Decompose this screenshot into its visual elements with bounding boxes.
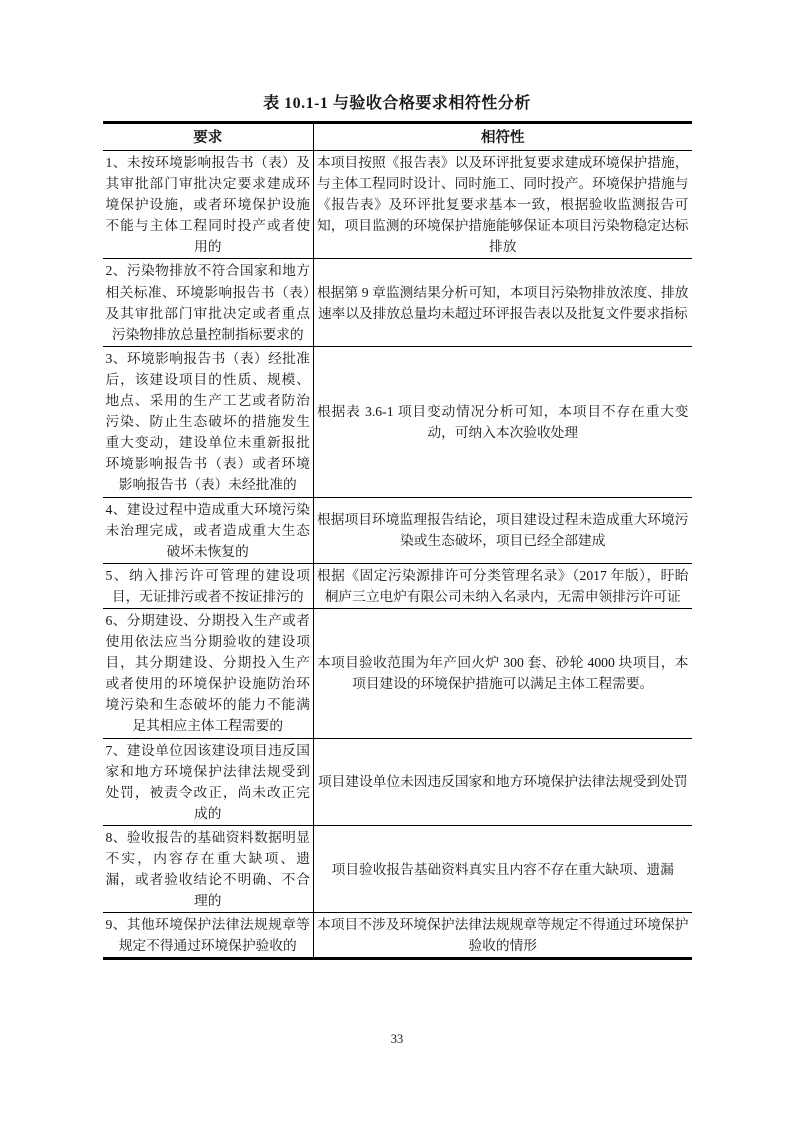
compliance-cell: 根据《固定污染源排许可分类管理名录》（2017 年版），盱眙桐庐三立电炉有限公司未纳入名录内，无需申领排污许可证 — [314, 563, 692, 608]
table-row — [103, 259, 692, 346]
compliance-table — [103, 121, 692, 960]
requirement-cell: 9、其他环境保护法律法规规章等规定不得通过环境保护验收的 — [103, 913, 314, 959]
requirement-cell: 3、环境影响报告书（表）经批准后，该建设项目的性质、规模、地点、采用的生产工艺或者防治污染、防止生态破坏的措施发生重大变动，建设单位未重新报批环境影响报告书（表）或者环境影响报告书（表）未经批准的 — [103, 346, 314, 497]
requirement-cell: 7、建设单位因该建设项目违反国家和地方环境保护法律法规受到处罚，被责令改正，尚未改正完成的 — [103, 738, 314, 825]
compliance-cell: 本项目验收范围为年产回火炉 300 套、砂轮 4000 块项目，本项目建设的环境保护措施可以满足主体工程需要。 — [314, 608, 692, 738]
compliance-cell: 根据第 9 章监测结果分析可知，本项目污染物排放浓度、排放速率以及排放总量均未超过环评报告表以及批复文件要求指标 — [314, 259, 692, 346]
compliance-cell: 本项目按照《报告表》以及环评批复要求建成环境保护措施，与主体工程同时设计、同时施工、同时投产。环境保护措施与《报告表》及环评批复要求基本一致，根据验收监测报告可知，项目监测的环境保护措施能够保证本项目污染物稳定达标排放 — [314, 151, 692, 259]
table-row — [103, 563, 692, 608]
requirement-cell: 6、分期建设、分期投入生产或者使用依法应当分期验收的建设项目，其分期建设、分期投入生产或者使用的环境保护设施防治环境污染和生态破坏的能力不能满足其相应主体工程需要的 — [103, 608, 314, 738]
requirement-cell: 1、未按环境影响报告书（表）及其审批部门审批决定要求建成环境保护设施，或者环境保护设施不能与主体工程同时投产或者使用的 — [103, 151, 314, 259]
table-row — [103, 738, 692, 825]
compliance-cell: 根据项目环境监理报告结论，项目建设过程未造成重大环境污染或生态破坏，项目已经全部建成 — [314, 497, 692, 563]
requirement-cell: 2、污染物排放不符合国家和地方相关标准、环境影响报告书（表）及其审批部门审批决定或者重点污染物排放总量控制指标要求的 — [103, 259, 314, 346]
table-header-row — [103, 123, 692, 151]
page-number: 33 — [390, 1032, 404, 1046]
table-title: 表 10.1-1 与验收合格要求相符性分析 — [263, 95, 531, 112]
requirement-cell: 5、纳入排污许可管理的建设项目，无证排污或者不按证排污的 — [103, 563, 314, 608]
requirement-cell: 4、建设过程中造成重大环境污染未治理完成，或者造成重大生态破坏未恢复的 — [103, 497, 314, 563]
column-header-requirement: 要求 — [103, 123, 314, 151]
table-row — [103, 151, 692, 259]
compliance-cell: 项目验收报告基础资料真实且内容不存在重大缺项、遗漏 — [314, 825, 692, 912]
table-row — [103, 346, 692, 497]
table-row — [103, 608, 692, 738]
table-row — [103, 913, 692, 959]
compliance-cell: 根据表 3.6-1 项目变动情况分析可知，本项目不存在重大变动，可纳入本次验收处理 — [314, 346, 692, 497]
compliance-cell: 本项目不涉及环境保护法律法规规章等规定不得通过环境保护验收的情形 — [314, 913, 692, 959]
compliance-cell: 项目建设单位未因违反国家和地方环境保护法律法规受到处罚 — [314, 738, 692, 825]
column-header-compliance: 相符性 — [314, 123, 692, 151]
table-row — [103, 825, 692, 912]
table-row — [103, 497, 692, 563]
requirement-cell: 8、验收报告的基础资料数据明显不实，内容存在重大缺项、遗漏，或者验收结论不明确、不合理的 — [103, 825, 314, 912]
